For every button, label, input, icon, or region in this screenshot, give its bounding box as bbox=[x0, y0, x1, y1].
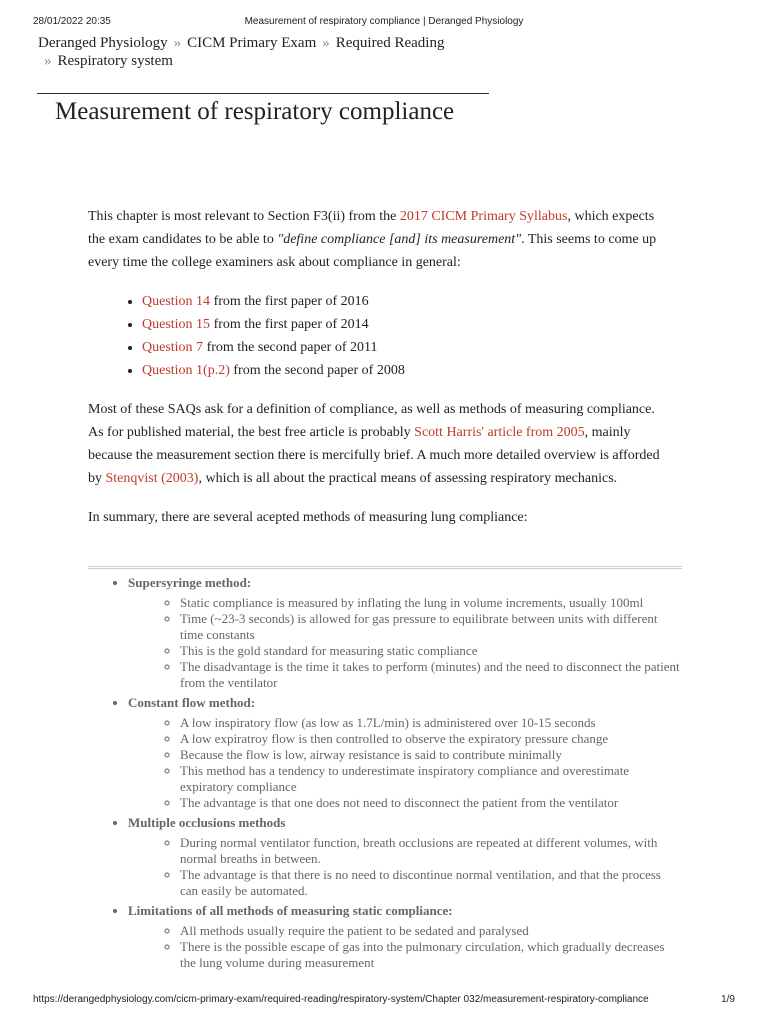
link-scott-harris[interactable]: Scott Harris' article from 2005 bbox=[414, 425, 585, 440]
method-title: Supersyringe method: bbox=[128, 575, 252, 590]
intro-paragraph bbox=[88, 205, 668, 274]
link-question-7[interactable]: Question 7 bbox=[142, 340, 204, 355]
link-stenqvist[interactable]: Stenqvist (2003) bbox=[105, 471, 199, 486]
intro-text: This chapter is most relevant to Section F3(ii) from the bbox=[88, 209, 400, 224]
breadcrumb-separator: » bbox=[44, 53, 52, 69]
method-point: ◦ The disadvantage is the time it takes to perform (minutes) and the need to disconnect the patient from the ventilator bbox=[180, 659, 682, 691]
method-point: ◦ Static compliance is measured by inflating the lung in volume increments, usually 100ml bbox=[180, 595, 682, 611]
method-title: Constant flow method: bbox=[128, 695, 256, 710]
method-points bbox=[128, 595, 682, 691]
method-point: ◦ There is the possible escape of gas into the pulmonary circulation, which gradually decreases the lung volume during measurement bbox=[180, 939, 682, 971]
method-point: ◦ During normal ventilator function, breath occlusions are repeated at different volumes, with normal breaths in between. bbox=[180, 835, 682, 867]
method-supersyringe bbox=[128, 575, 682, 691]
print-timestamp: 28/01/2022 20:35 bbox=[33, 16, 111, 27]
methods-summary-box bbox=[88, 566, 682, 975]
question-text: from the first paper of 2016 bbox=[210, 294, 369, 309]
method-point: ◦ A low expiratroy flow is then controlled to observe the expiratory pressure change bbox=[180, 731, 682, 747]
method-points bbox=[128, 715, 682, 811]
breadcrumb-item-deranged-physiology[interactable]: Deranged Physiology bbox=[38, 35, 168, 51]
methods-list bbox=[88, 575, 682, 971]
breadcrumb bbox=[38, 34, 508, 70]
method-constant-flow bbox=[128, 695, 682, 811]
paragraph-text: Most of these SAQs ask for a definition of compliance, as well as methods of measuring compliance. As for published material, the best free article is probably bbox=[88, 402, 655, 440]
summary-intro: In summary, there are several acepted methods of measuring lung compliance: bbox=[88, 510, 528, 525]
print-url: https://derangedphysiology.com/cicm-primary-exam/required-reading/respiratory-system/Chapter 032/measurement-respiratory-compliance bbox=[33, 994, 649, 1005]
link-question-15[interactable]: Question 15 bbox=[142, 317, 211, 332]
question-item bbox=[142, 313, 668, 336]
link-cicm-syllabus[interactable]: 2017 CICM Primary Syllabus bbox=[399, 209, 568, 224]
method-point: ◦ A low inspiratory flow (as low as 1.7L/min) is administered over 10-15 seconds bbox=[180, 715, 682, 731]
breadcrumb-item-cicm-primary-exam[interactable]: CICM Primary Exam bbox=[187, 35, 317, 51]
method-title: Limitations of all methods of measuring static compliance: bbox=[128, 903, 453, 918]
paragraph-text: , mainly because the measurement section there is mercifully brief. A much more detailed overview is afforded by bbox=[88, 425, 660, 486]
method-multiple-occlusions bbox=[128, 815, 682, 899]
method-point: ◦ This method has a tendency to underestimate inspiratory compliance and overestimate expiratory compliance bbox=[180, 763, 682, 795]
question-list bbox=[88, 290, 668, 382]
intro-text: . This seems to come up every time the college examiners ask about compliance in general: bbox=[88, 232, 657, 270]
article-body bbox=[88, 205, 668, 545]
link-question-1[interactable]: Question 1(p.2) bbox=[142, 363, 230, 378]
method-point: ◦ The advantage is that there is no need to discontinue normal ventilation, and that the process can easily be automated. bbox=[180, 867, 682, 899]
question-text: from the second paper of 2011 bbox=[203, 340, 378, 355]
method-points bbox=[128, 923, 682, 971]
method-point: ◦ The advantage is that one does not need to disconnect the patient from the ventilator bbox=[180, 795, 682, 811]
method-point: ◦ This is the gold standard for measuring static compliance bbox=[180, 643, 682, 659]
link-question-14[interactable]: Question 14 bbox=[142, 294, 211, 309]
intro-text: , which expects the exam candidates to be able to bbox=[88, 209, 655, 247]
paragraph-text: , which is all about the practical means of assessing respiratory mechanics. bbox=[198, 471, 618, 486]
question-text: from the second paper of 2008 bbox=[229, 363, 405, 378]
method-point: ◦ Time (~23-3 seconds) is allowed for gas pressure to equilibrate between units with different time constants bbox=[180, 611, 682, 643]
question-item bbox=[142, 359, 668, 382]
method-points bbox=[128, 835, 682, 899]
method-limitations bbox=[128, 903, 682, 971]
question-item bbox=[142, 290, 668, 313]
print-header bbox=[33, 16, 735, 30]
breadcrumb-separator: » bbox=[173, 35, 182, 51]
method-point: ◦ All methods usually require the patient to be sedated and paralysed bbox=[180, 923, 682, 939]
syllabus-quote: "define compliance [and] its measurement" bbox=[277, 232, 522, 247]
page-title: Measurement of respiratory compliance bbox=[55, 98, 455, 125]
page-number: 1/9 bbox=[721, 994, 735, 1005]
method-title: Multiple occlusions methods bbox=[128, 815, 286, 830]
breadcrumb-separator: » bbox=[322, 35, 330, 51]
sources-paragraph bbox=[88, 398, 668, 490]
question-text: from the first paper of 2014 bbox=[210, 317, 369, 332]
breadcrumb-item-respiratory-system[interactable]: Respiratory system bbox=[57, 53, 173, 69]
print-footer bbox=[33, 994, 735, 1008]
print-page-title: Measurement of respiratory compliance | Deranged Physiology bbox=[244, 16, 524, 27]
breadcrumb-item-required-reading[interactable]: Required Reading bbox=[335, 35, 445, 51]
title-divider bbox=[37, 93, 489, 94]
question-item bbox=[142, 336, 668, 359]
method-point: ◦ Because the flow is low, airway resistance is said to contribute minimally bbox=[180, 747, 682, 763]
